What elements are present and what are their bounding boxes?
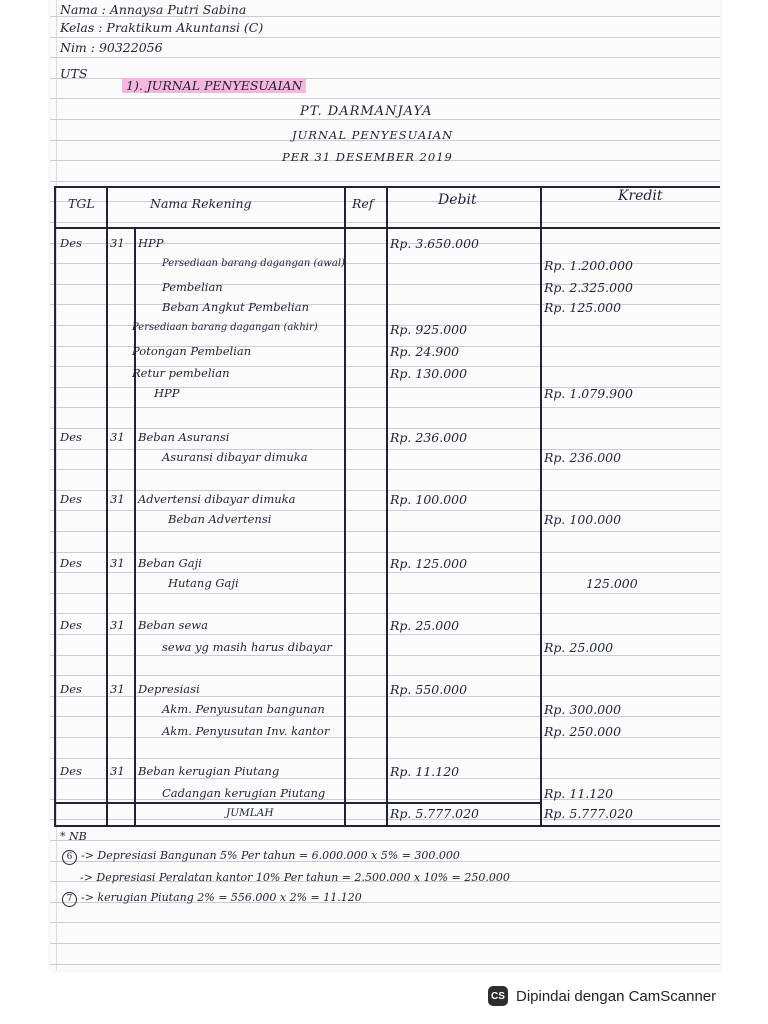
col-border-4 bbox=[386, 186, 388, 826]
ruled-line bbox=[50, 943, 720, 944]
col-border-1 bbox=[106, 186, 108, 826]
ruled-line bbox=[50, 696, 720, 697]
row-account-name: Asuransi dibayar dimuka bbox=[162, 450, 308, 464]
row-account-name: Retur pembelian bbox=[132, 366, 230, 380]
ruled-line bbox=[50, 778, 720, 779]
row-account-name: Akm. Penyusutan bangunan bbox=[162, 702, 325, 716]
col-border-5 bbox=[540, 186, 542, 826]
ruled-line bbox=[50, 181, 720, 182]
note-depresiasi-kantor: -> Depresiasi Peralatan kantor 10% Per tahun = 2.500.000 x 10% = 250.000 bbox=[80, 871, 510, 884]
ruled-line bbox=[50, 572, 720, 573]
col-header-kredit: Kredit bbox=[618, 188, 663, 204]
row-month: Des bbox=[60, 764, 82, 778]
col-header-tgl: TGL bbox=[68, 196, 95, 211]
row-month: Des bbox=[60, 492, 82, 506]
row-credit: Rp. 1.079.900 bbox=[544, 386, 633, 401]
row-account-name: Beban kerugian Piutang bbox=[138, 764, 280, 778]
col-border-3 bbox=[344, 186, 346, 826]
row-debit: Rp. 100.000 bbox=[390, 492, 468, 507]
row-debit: Rp. 925.000 bbox=[390, 322, 468, 337]
ruled-line bbox=[50, 490, 720, 491]
row-account-name: Advertensi dibayar dimuka bbox=[138, 492, 296, 506]
row-account-name: HPP bbox=[138, 236, 164, 250]
row-credit: Rp. 125.000 bbox=[544, 300, 622, 315]
ruled-line bbox=[50, 964, 720, 965]
row-credit: Rp. 25.000 bbox=[544, 640, 614, 655]
row-day: 31 bbox=[110, 764, 125, 778]
ruled-line bbox=[50, 407, 720, 408]
row-credit: Rp. 300.000 bbox=[544, 702, 622, 717]
col-border-0 bbox=[54, 186, 56, 826]
row-account-name: Beban Angkut Pembelian bbox=[162, 300, 309, 314]
note-marker-7: 7 bbox=[62, 892, 77, 907]
row-month: Des bbox=[60, 618, 82, 632]
section-title bbox=[122, 78, 306, 93]
ruled-line bbox=[50, 613, 720, 614]
col-border-2 bbox=[134, 227, 136, 825]
ruled-line bbox=[50, 552, 720, 553]
journal-title: JURNAL PENYESUAIAN bbox=[292, 128, 454, 142]
row-month: Des bbox=[60, 556, 82, 570]
row-account-name: sewa yg masih harus dibayar bbox=[162, 640, 332, 654]
note-heading: * NB bbox=[60, 830, 87, 843]
camscanner-text: Dipindai dengan CamScanner bbox=[516, 987, 717, 1005]
col-header-nama-rekening: Nama Rekening bbox=[150, 196, 252, 211]
row-day: 31 bbox=[110, 492, 125, 506]
row-credit: Rp. 100.000 bbox=[544, 512, 622, 527]
row-account-name: Depresiasi bbox=[138, 682, 200, 696]
ruled-line bbox=[50, 593, 720, 594]
student-nim: Nim : 90322056 bbox=[60, 40, 163, 55]
row-debit: Rp. 3.650.000 bbox=[390, 236, 479, 251]
ruled-line bbox=[50, 531, 720, 532]
row-debit: Rp. 24.900 bbox=[390, 344, 460, 359]
ruled-line bbox=[50, 57, 720, 58]
ruled-line bbox=[50, 119, 720, 120]
ruled-line bbox=[50, 37, 720, 38]
note-text: -> kerugian Piutang 2% = 556.000 x 2% = 11.120 bbox=[81, 891, 362, 904]
row-account-name: Beban Gaji bbox=[138, 556, 202, 570]
total-debit: Rp. 5.777.020 bbox=[390, 806, 479, 821]
row-month: Des bbox=[60, 430, 82, 444]
row-account-name: Potongan Pembelian bbox=[132, 344, 252, 358]
row-account-name: Persediaan barang dagangan (awal) bbox=[162, 258, 345, 269]
company-name: PT. DARMANJAYA bbox=[300, 104, 433, 119]
total-label: JUMLAH bbox=[226, 807, 274, 819]
ruled-line bbox=[50, 922, 720, 923]
col-header-debit: Debit bbox=[438, 192, 477, 208]
row-credit: Rp. 250.000 bbox=[544, 724, 622, 739]
row-month: Des bbox=[60, 682, 82, 696]
ruled-line bbox=[50, 222, 720, 223]
row-debit: Rp. 130.000 bbox=[390, 366, 468, 381]
row-credit: Rp. 236.000 bbox=[544, 450, 622, 465]
notebook-page bbox=[50, 0, 720, 970]
student-class: Kelas : Praktikum Akuntansi (C) bbox=[60, 20, 264, 35]
camscanner-logo-icon: CS bbox=[488, 986, 508, 1006]
ruled-line bbox=[50, 469, 720, 470]
exam-label: UTS bbox=[60, 66, 88, 81]
row-account-name: Akm. Penyusutan Inv. kantor bbox=[162, 724, 330, 738]
row-account-name: HPP bbox=[154, 386, 180, 400]
row-account-name: Persediaan barang dagangan (akhir) bbox=[132, 322, 318, 333]
row-debit: Rp. 236.000 bbox=[390, 430, 468, 445]
row-day: 31 bbox=[110, 618, 125, 632]
row-day: 31 bbox=[110, 236, 125, 250]
note-marker-6: 6 bbox=[62, 850, 77, 865]
row-account-name: Pembelian bbox=[162, 280, 223, 294]
camscanner-watermark bbox=[488, 986, 716, 1006]
ruled-line bbox=[50, 840, 720, 841]
section-title-text: 1). JURNAL PENYESUAIAN bbox=[122, 78, 306, 93]
note-kerugian-piutang bbox=[62, 891, 362, 907]
row-debit: Rp. 550.000 bbox=[390, 682, 468, 697]
row-account-name: Cadangan kerugian Piutang bbox=[162, 786, 326, 800]
row-day: 31 bbox=[110, 682, 125, 696]
ruled-line bbox=[50, 510, 720, 511]
row-day: 31 bbox=[110, 430, 125, 444]
ruled-line bbox=[50, 655, 720, 656]
row-account-name: Beban Asuransi bbox=[138, 430, 230, 444]
row-account-name: Beban sewa bbox=[138, 618, 208, 632]
row-day: 31 bbox=[110, 556, 125, 570]
row-credit: Rp. 11.120 bbox=[544, 786, 614, 801]
note-depresiasi-bangunan bbox=[62, 849, 460, 865]
ruled-line bbox=[50, 428, 720, 429]
ruled-line bbox=[50, 634, 720, 635]
row-credit: 125.000 bbox=[586, 576, 638, 591]
row-debit: Rp. 125.000 bbox=[390, 556, 468, 571]
ruled-line bbox=[50, 758, 720, 759]
row-month: Des bbox=[60, 236, 82, 250]
row-debit: Rp. 25.000 bbox=[390, 618, 460, 633]
row-account-name: Hutang Gaji bbox=[168, 576, 239, 590]
row-account-name: Beban Advertensi bbox=[168, 512, 272, 526]
note-text: -> Depresiasi Bangunan 5% Per tahun = 6.000.000 x 5% = 300.000 bbox=[81, 849, 460, 862]
ruled-line bbox=[50, 98, 720, 99]
student-name: Nama : Annaysa Putri Sabina bbox=[60, 2, 247, 17]
total-row-border bbox=[54, 802, 540, 804]
total-credit: Rp. 5.777.020 bbox=[544, 806, 633, 821]
col-header-ref: Ref bbox=[352, 196, 374, 211]
journal-period: PER 31 DESEMBER 2019 bbox=[282, 150, 453, 164]
ruled-line bbox=[50, 675, 720, 676]
ruled-line bbox=[50, 799, 720, 800]
row-credit: Rp. 1.200.000 bbox=[544, 258, 633, 273]
row-debit: Rp. 11.120 bbox=[390, 764, 460, 779]
row-credit: Rp. 2.325.000 bbox=[544, 280, 633, 295]
